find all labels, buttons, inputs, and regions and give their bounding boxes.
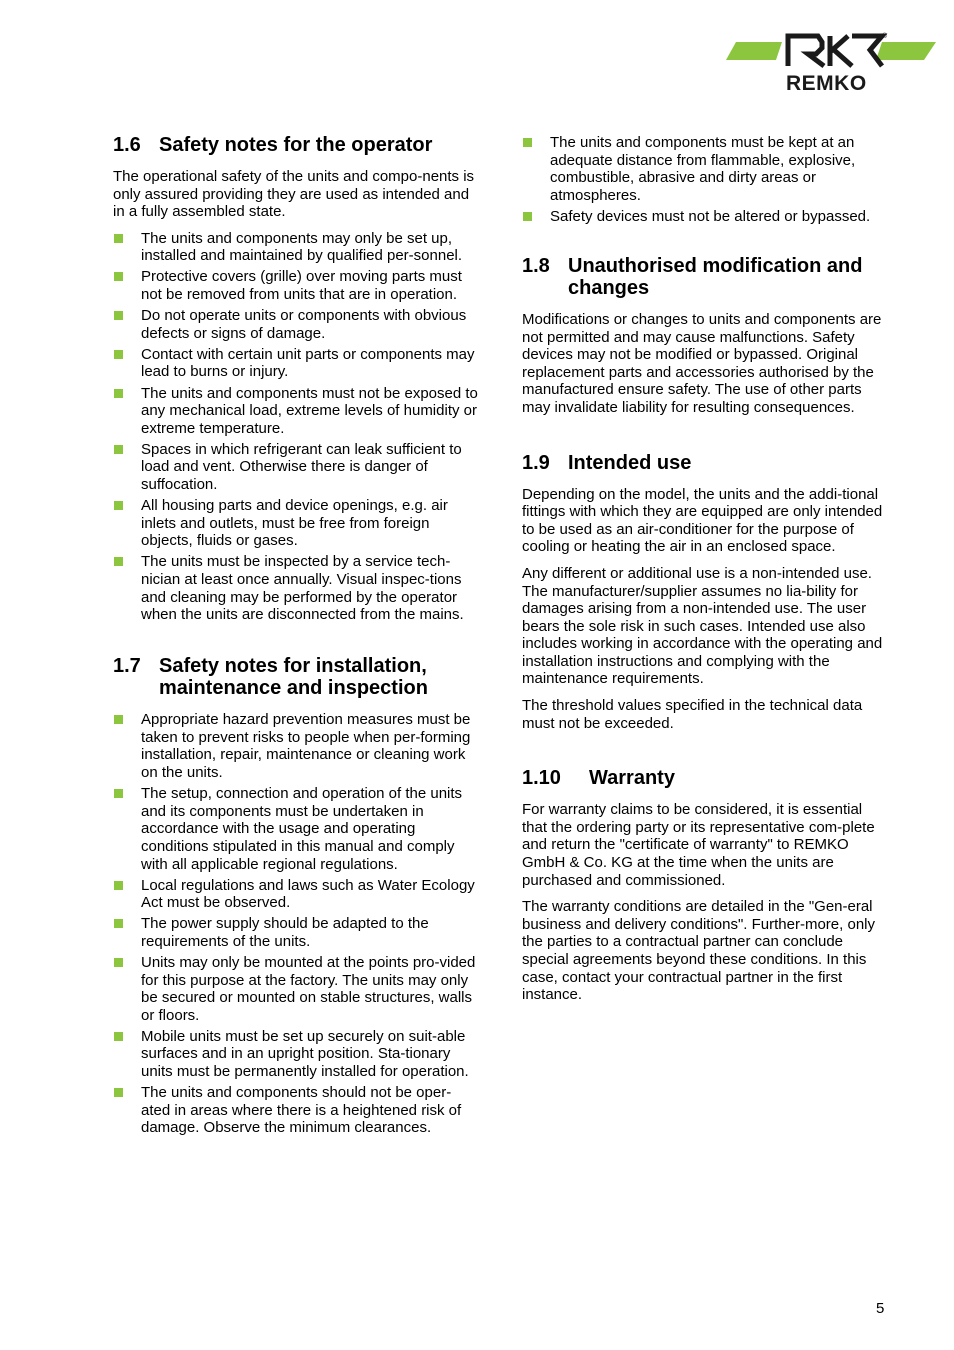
section-1-10-paragraph: The warranty conditions are detailed in the "Gen-eral business and delivery conditions". Further-more, only the parties to a contractual partner can conclude special agreements beyond these conditions. In this case, contact your contractual partner in the first instance.: [522, 898, 875, 1004]
remko-logo: [724, 30, 938, 94]
section-1-9-paragraph: The threshold values specified in the technical data must not be exceeded.: [522, 697, 863, 732]
section-1-6-list: [113, 230, 478, 624]
section-1-8-paragraph: Modifications or changes to units and components are not permitted and may cause malfunctions. Safety devices may not be modified or bypassed. Original replacement parts and accessories authorised by the manufactured ensure safety. The use of other parts may invalidate liability for resulting consequences.: [522, 310, 882, 416]
list-item: Appropriate hazard prevention measures must be taken to prevent risks to people when per-forming installation, repair, maintenance or cleaning work on the units.: [113, 711, 478, 781]
bullet-square-icon: [523, 138, 532, 147]
bullet-square-icon: [114, 234, 123, 243]
section-number: 1.8: [522, 254, 550, 277]
section-title: Safety notes for installation, maintenance and inspection: [159, 655, 428, 700]
list-item: Local regulations and laws such as Water Ecology Act must be observed.: [113, 877, 478, 912]
section-number: 1.10: [522, 767, 561, 790]
bullet-square-icon: [114, 1032, 123, 1041]
bullet-square-icon: [114, 311, 123, 320]
section-1-7-list: [113, 711, 478, 1137]
logo-wordmark: REMKO: [786, 72, 867, 94]
section-1-7-continued-list: [522, 134, 890, 225]
list-item: The units must be inspected by a service tech-nician at least once annually. Visual inspec-tions and cleaning may be performed by the operator when the units are disconnected from the mains.: [113, 553, 478, 623]
section-title: Safety notes for the operator: [159, 134, 433, 156]
list-item: All housing parts and device openings, e.g. air inlets and outlets, must be free from foreign objects, fluids or gases.: [113, 497, 478, 550]
section-1-8-heading: [522, 255, 890, 299]
bullet-square-icon: [114, 350, 123, 359]
list-item: Spaces in which refrigerant can leak sufficient to load and vent. Otherwise there is danger of suffocation.: [113, 441, 478, 494]
section-1-6-heading: [113, 134, 478, 156]
list-item: Do not operate units or components with obvious defects or signs of damage.: [113, 307, 478, 342]
list-item: The units and components may only be set up, installed and maintained by qualified per-sonnel.: [113, 230, 478, 265]
list-item: The units and components must not be exposed to any mechanical load, extreme levels of humidity or extreme temperature.: [113, 385, 478, 438]
bullet-square-icon: [114, 715, 123, 724]
bullet-square-icon: [114, 389, 123, 398]
list-item: The units and components must be kept at an adequate distance from flammable, explosive, combustible, abrasive and dirty areas or atmospheres.: [522, 134, 890, 204]
bullet-square-icon: [114, 557, 123, 566]
section-1-6-intro: The operational safety of the units and compo-nents is only assured providing they are used as intended and in a fully assembled state.: [113, 168, 475, 221]
section-1-10-heading: [522, 767, 890, 789]
list-item: The setup, connection and operation of the units and its components must be undertaken in accordance with the usage and operating conditions stipulated in this manual and comply with all applicable regional regulations.: [113, 785, 478, 873]
section-1-10-paragraph: For warranty claims to be considered, it is essential that the ordering party or its representative com-plete and return the "certificate of warranty" to REMKO GmbH & Co. KG at the time when the units are purchased and commissioned.: [522, 801, 875, 889]
page-number: 5: [876, 1300, 885, 1317]
section-title: Intended use: [568, 451, 692, 474]
bullet-square-icon: [114, 445, 123, 454]
bullet-square-icon: [114, 919, 123, 928]
list-item: Protective covers (grille) over moving parts must not be removed from units that are in operation.: [113, 268, 478, 303]
list-item: Units may only be mounted at the points pro-vided for this purpose at the factory. The units may only be secured or mounted on stable structures, walls or floors.: [113, 954, 478, 1024]
bullet-square-icon: [114, 958, 123, 967]
section-1-7-heading: [113, 655, 478, 699]
bullet-square-icon: [523, 212, 532, 221]
section-title: Unauthorised modification and changes: [568, 254, 863, 299]
section-1-9-paragraph: Depending on the model, the units and the addi-tional fittings with which they are equipped are only intended to be used as an air-conditioner for the purpose of cooling or heating the air in an enclosed space.: [522, 485, 883, 556]
section-title: Warranty: [589, 767, 675, 790]
bullet-square-icon: [114, 501, 123, 510]
remko-logo-graphic: [724, 30, 938, 94]
section-number: 1.6: [113, 134, 141, 156]
list-item: Mobile units must be set up securely on suit-able surfaces and in an upright position. Sta-tionary units must be permanently installed for operation.: [113, 1028, 478, 1081]
section-number: 1.9: [522, 451, 550, 474]
bullet-square-icon: [114, 272, 123, 281]
section-number: 1.7: [113, 655, 141, 678]
list-item: Contact with certain unit parts or components may lead to burns or injury.: [113, 346, 478, 381]
section-1-9-paragraph: Any different or additional use is a non-intended use. The manufacturer/supplier assumes no lia-bility for damages arising from a non-intended use. The user bears the sole risk in such cases. Intended use also includes working in accordance with the operating and installation instructions and complying with the maintenance requirements.: [522, 564, 883, 688]
section-1-9-heading: [522, 452, 890, 474]
svg-text:®: ®: [882, 33, 888, 40]
list-item: Safety devices must not be altered or bypassed.: [522, 208, 890, 226]
list-item: The units and components should not be oper-ated in areas where there is a heightened risk of damage. Observe the minimum clearances.: [113, 1084, 478, 1137]
right-column: [522, 134, 890, 1013]
bullet-square-icon: [114, 789, 123, 798]
left-column: [113, 134, 478, 1140]
bullet-square-icon: [114, 881, 123, 890]
list-item: The power supply should be adapted to the requirements of the units.: [113, 915, 478, 950]
bullet-square-icon: [114, 1088, 123, 1097]
